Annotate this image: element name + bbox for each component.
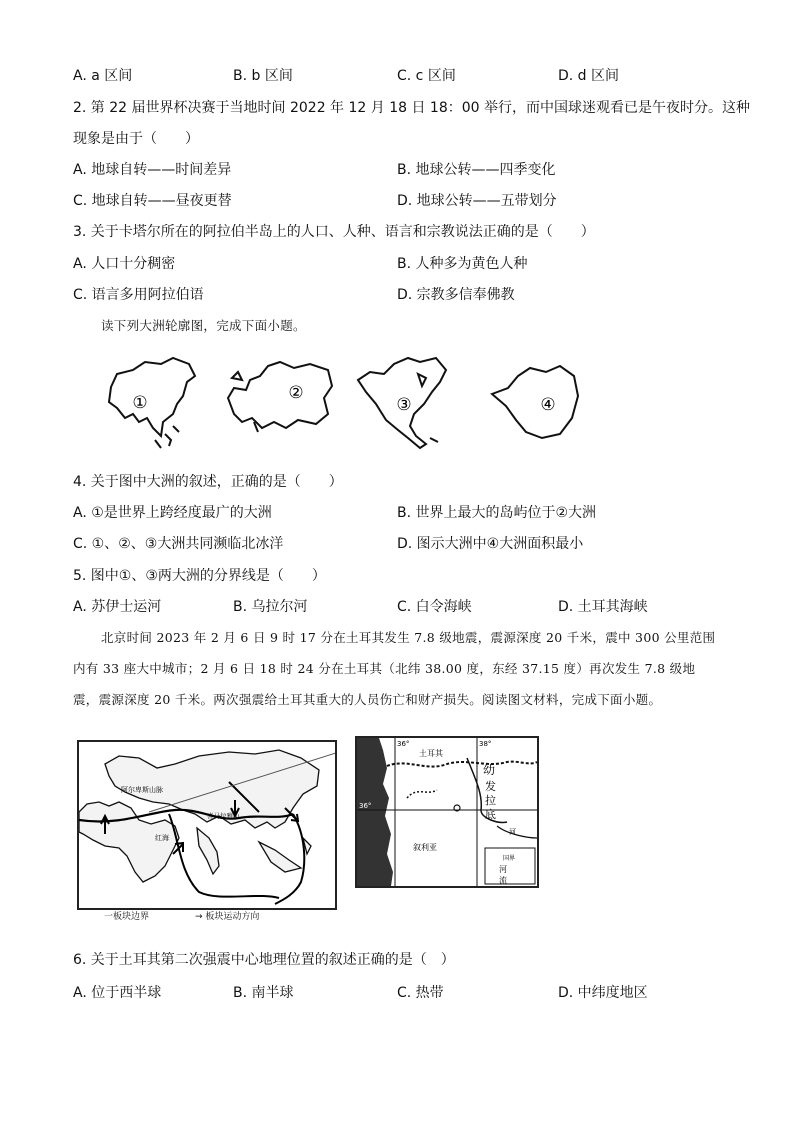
- label-red-sea: 红海: [155, 834, 169, 842]
- map-label-3: ③: [396, 395, 412, 415]
- north-america-outline-map: [354, 352, 450, 452]
- q3-option-c: C. 语言多用阿拉伯语: [73, 287, 204, 303]
- q3-option-d: D. 宗教多信奉佛教: [397, 287, 515, 303]
- regional-map-drawing: [357, 738, 537, 886]
- q1-option-b: B. b 区间: [233, 68, 293, 84]
- plate-boundary-map: [77, 740, 337, 910]
- label-lat-36: 36°: [359, 802, 372, 810]
- turkey-regional-map: [355, 736, 539, 888]
- q1-option-c: C. c 区间: [397, 68, 456, 84]
- q2-option-a: A. 地球自转——时间差异: [73, 162, 232, 178]
- label-syria: 叙利亚: [413, 843, 437, 852]
- q2-stem-line2: 现象是由于（ ）: [73, 131, 199, 147]
- label-turkey: 土耳其: [419, 749, 443, 758]
- q3-option-b: B. 人种多为黄色人种: [397, 256, 528, 272]
- q4-option-c: C. ①、②、③大洲共同濒临北冰洋: [73, 536, 284, 552]
- legend-plate-direction: → 板块运动方向: [195, 912, 260, 922]
- q2-stem-line1: 2. 第 22 届世界杯决赛于当地时间 2022 年 12 月 18 日 18：00 举行，而中国球迷观看已是午夜时分。这种: [73, 100, 751, 116]
- legend-plate-boundary: 一板块边界: [104, 912, 150, 922]
- q1-option-a: A. a 区间: [73, 68, 133, 84]
- q6-option-b: B. 南半球: [233, 985, 294, 1001]
- q4-option-a: A. ①是世界上跨经度最广的大洲: [73, 505, 272, 521]
- q5-option-a: A. 苏伊士运河: [73, 599, 162, 615]
- q2-option-b: B. 地球公转——四季变化: [397, 162, 556, 178]
- legend-river-1: 河: [499, 865, 507, 874]
- passage-line2: 内有 33 座大中城市；2 月 6 日 18 时 24 分在土耳其（北纬 38.00 度，东经 37.15 度）再次发生 7.8 级地: [73, 661, 696, 676]
- map-label-1: ①: [132, 393, 148, 413]
- q2-option-d: D. 地球公转——五带划分: [397, 193, 557, 209]
- q3-option-a: A. 人口十分稠密: [73, 256, 176, 272]
- q1-option-d: D. d 区间: [558, 68, 620, 84]
- map-label-2: ②: [288, 383, 304, 403]
- legend-border: 国界: [503, 855, 516, 862]
- q6-stem: 6. 关于土耳其第二次强震中心地理位置的叙述正确的是（ ）: [73, 952, 455, 968]
- map-label-4: ④: [540, 395, 556, 415]
- label-euphrates-4: 底: [485, 808, 496, 821]
- plate-map-drawing: [79, 742, 335, 908]
- label-lon-38: 38°: [479, 740, 492, 748]
- q5-option-d: D. 土耳其海峡: [558, 599, 648, 615]
- europe-outline-map: [224, 358, 336, 434]
- label-himalaya: 喜马拉雅山: [207, 812, 240, 820]
- q6-option-a: A. 位于西半球: [73, 985, 162, 1001]
- q5-option-b: B. 乌拉尔河: [233, 599, 308, 615]
- maps-intro: 读下列大洲轮廓图，完成下面小题。: [101, 318, 306, 333]
- label-euphrates-2: 发: [485, 780, 496, 793]
- q2-option-c: C. 地球自转——昼夜更替: [73, 193, 232, 209]
- q3-stem: 3. 关于卡塔尔所在的阿拉伯半岛上的人口、人种、语言和宗教说法正确的是（ ）: [73, 224, 595, 240]
- asia-outline-map: [103, 352, 199, 452]
- label-euphrates-3: 拉: [485, 794, 496, 807]
- q5-option-c: C. 白令海峡: [397, 599, 472, 615]
- passage-line3: 震，震源深度 20 千米。两次强震给土耳其重大的人员伤亡和财产损失。阅读图文材料，完成下面小题。: [73, 692, 662, 707]
- q5-stem: 5. 图中①、③两大洲的分界线是（ ）: [73, 568, 326, 584]
- label-lon-36: 36°: [397, 740, 410, 748]
- label-river: 河: [509, 828, 516, 836]
- q6-option-d: D. 中纬度地区: [558, 985, 648, 1001]
- label-euphrates-1: 幼: [483, 763, 496, 777]
- antarctica-outline-map: [486, 362, 582, 442]
- passage-line1: 北京时间 2023 年 2 月 6 日 9 时 17 分在土耳其发生 7.8 级地震，震源深度 20 千米，震中 300 公里范围: [101, 630, 716, 645]
- q6-option-c: C. 热带: [397, 985, 444, 1001]
- q4-option-d: D. 图示大洲中④大洲面积最小: [397, 536, 584, 552]
- legend-river-2: 流: [499, 876, 507, 885]
- q4-stem: 4. 关于图中大洲的叙述，正确的是（ ）: [73, 474, 343, 490]
- q4-option-b: B. 世界上最大的岛屿位于②大洲: [397, 505, 597, 521]
- label-alps: 阿尔卑斯山脉: [121, 786, 163, 794]
